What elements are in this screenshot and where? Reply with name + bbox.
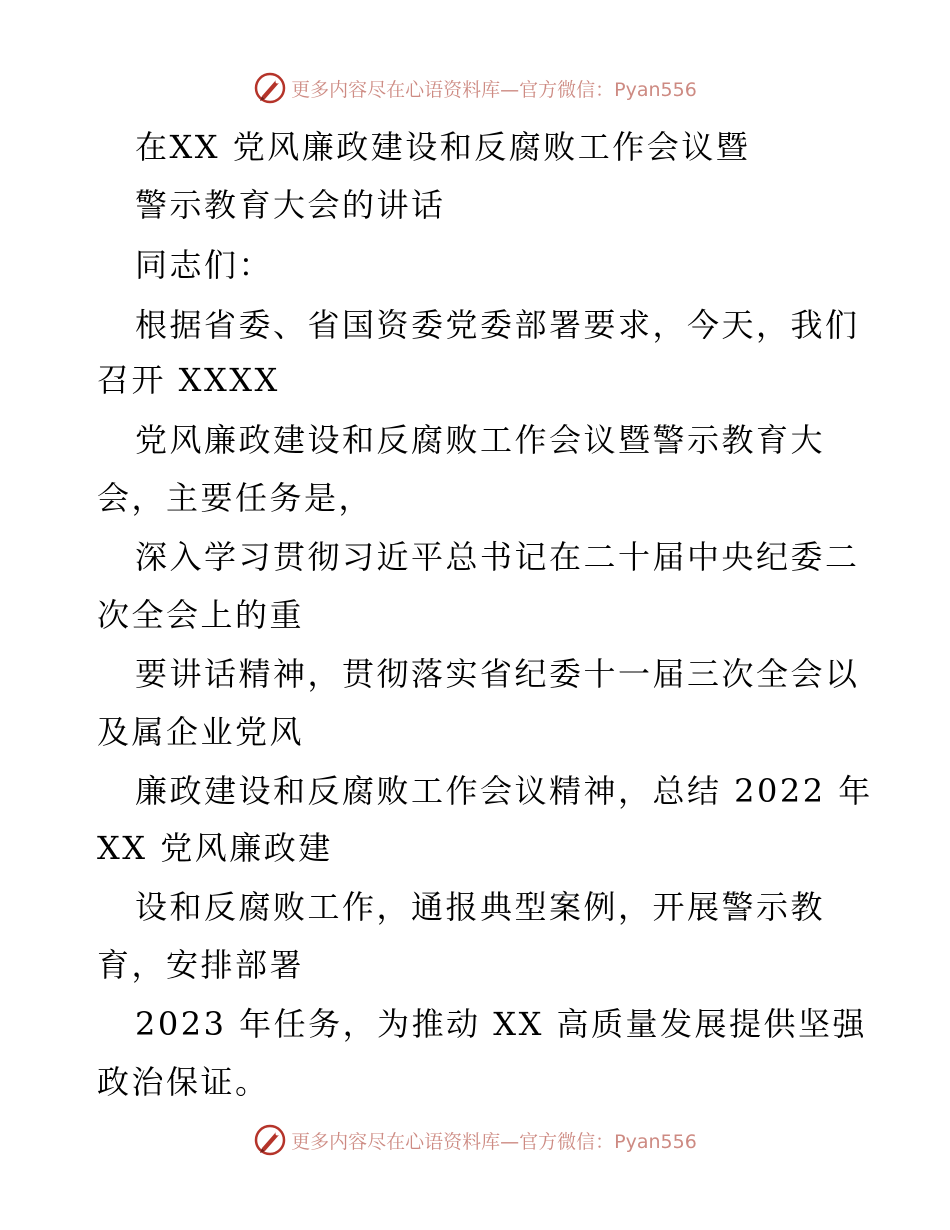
- paragraph-line: XX 党风廉政建: [97, 829, 333, 867]
- watermark-text: 更多内容尽在心语资料库—官方微信：: [291, 78, 615, 101]
- salutation: 同志们：: [135, 246, 274, 284]
- paragraph-line: 要讲话精神，贯彻落实省纪委十一届三次全会以: [135, 655, 860, 693]
- paragraph-line: 2023 年任务，为推动 XX 高质量发展提供坚强: [135, 1005, 868, 1043]
- paragraph-line: 会，主要任务是，: [97, 479, 374, 517]
- paragraph-line: 召开 XXXX: [97, 361, 280, 399]
- paragraph-line: 根据省委、省国资委党委部署要求，今天，我们: [135, 306, 860, 344]
- paragraph-line: 及属企业党风: [97, 713, 305, 751]
- paragraph-line: 育，安排部署: [97, 946, 305, 984]
- paragraph-line: 深入学习贯彻习近平总书记在二十届中央纪委二: [135, 538, 860, 576]
- document-title-line-2: 警示教育大会的讲话: [135, 186, 446, 224]
- watermark-header: [0, 68, 950, 108]
- paragraph-line: 政治保证。: [97, 1063, 270, 1101]
- pen-logo-icon: [253, 1123, 287, 1157]
- watermark-wechat-id: Pyan556: [614, 1130, 697, 1153]
- watermark-wechat-id: Pyan556: [614, 78, 697, 101]
- watermark-text: 更多内容尽在心语资料库—官方微信：: [291, 1130, 615, 1153]
- paragraph-line: 次全会上的重: [97, 596, 305, 634]
- paragraph-line: 党风廉政建设和反腐败工作会议暨警示教育大: [135, 421, 826, 459]
- watermark-footer: [0, 1120, 950, 1160]
- paragraph-line: 廉政建设和反腐败工作会议精神，总结 2022 年: [135, 772, 873, 810]
- pen-logo-icon: [253, 71, 287, 105]
- paragraph-line: 设和反腐败工作，通报典型案例，开展警示教: [135, 888, 826, 926]
- document-title-line-1: 在XX 党风廉政建设和反腐败工作会议暨: [135, 128, 751, 166]
